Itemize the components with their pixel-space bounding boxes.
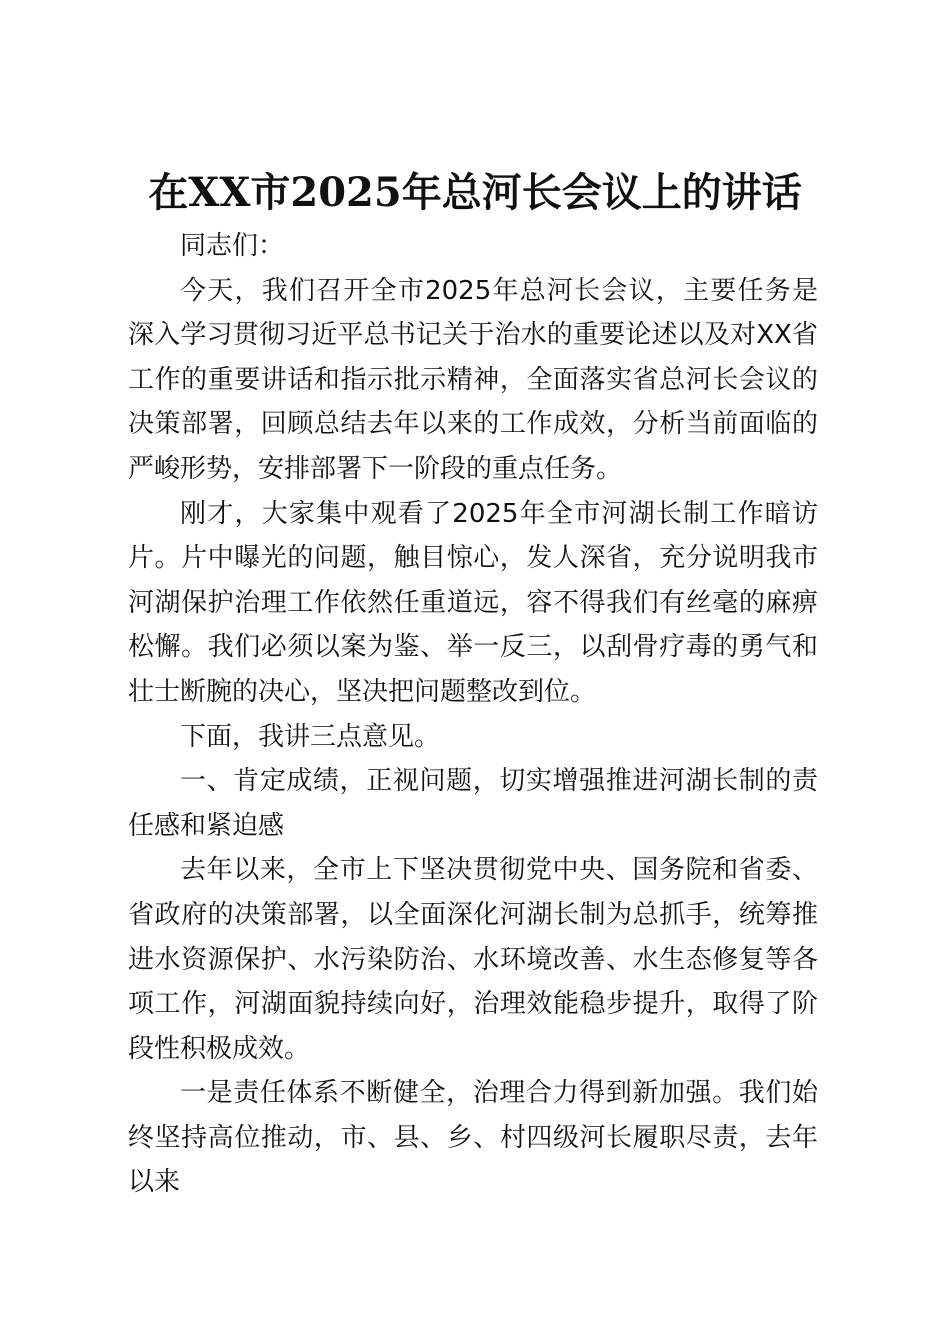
body-paragraph: 去年以来，全市上下坚决贯彻党中央、国务院和省委、省政府的决策部署，以全面深化河湖长制为总抓手，统筹推进水资源保护、水污染防治、水环境改善、水生态修复等各项工作，河湖面貌持续向好，治理效能稳步提升，取得了阶段性积极成效。 [128,855,818,1064]
body-paragraph: 下面，我讲三点意见。 [180,721,441,752]
document-body [128,224,818,1205]
document-title: 在XX市2025年总河长会议上的讲话 [148,169,802,216]
body-paragraph: 今天，我们召开全市2025年总河长会议，主要任务是深入学习贯彻习近平总书记关于治水的重要论述以及对XX省工作的重要讲话和指示批示精神，全面落实省总河长会议的决策部署，回顾总结去年以来的工作成效，分析当前面临的严峻形势，安排部署下一阶段的重点任务。 [128,275,818,484]
body-paragraph: 刚才，大家集中观看了2025年全市河湖长制工作暗访片。片中曝光的问题，触目惊心，发人深省，充分说明我市河湖保护治理工作依然任重道远，容不得我们有丝毫的麻痹松懈。我们必须以案为鉴、举一反三，以刮骨疗毒的勇气和壮士断腕的决心，坚决把问题整改到位。 [128,498,818,707]
salutation-paragraph: 同志们： [180,231,285,261]
body-paragraph: 一是责任体系不断健全，治理合力得到新加强。我们始终坚持高位推动，市、县、乡、村四级河长履职尽责，去年以来 [128,1078,818,1198]
section-heading: 一、肯定成绩，正视问题，切实增强推进河湖长制的责任感和紧迫感 [128,766,818,841]
